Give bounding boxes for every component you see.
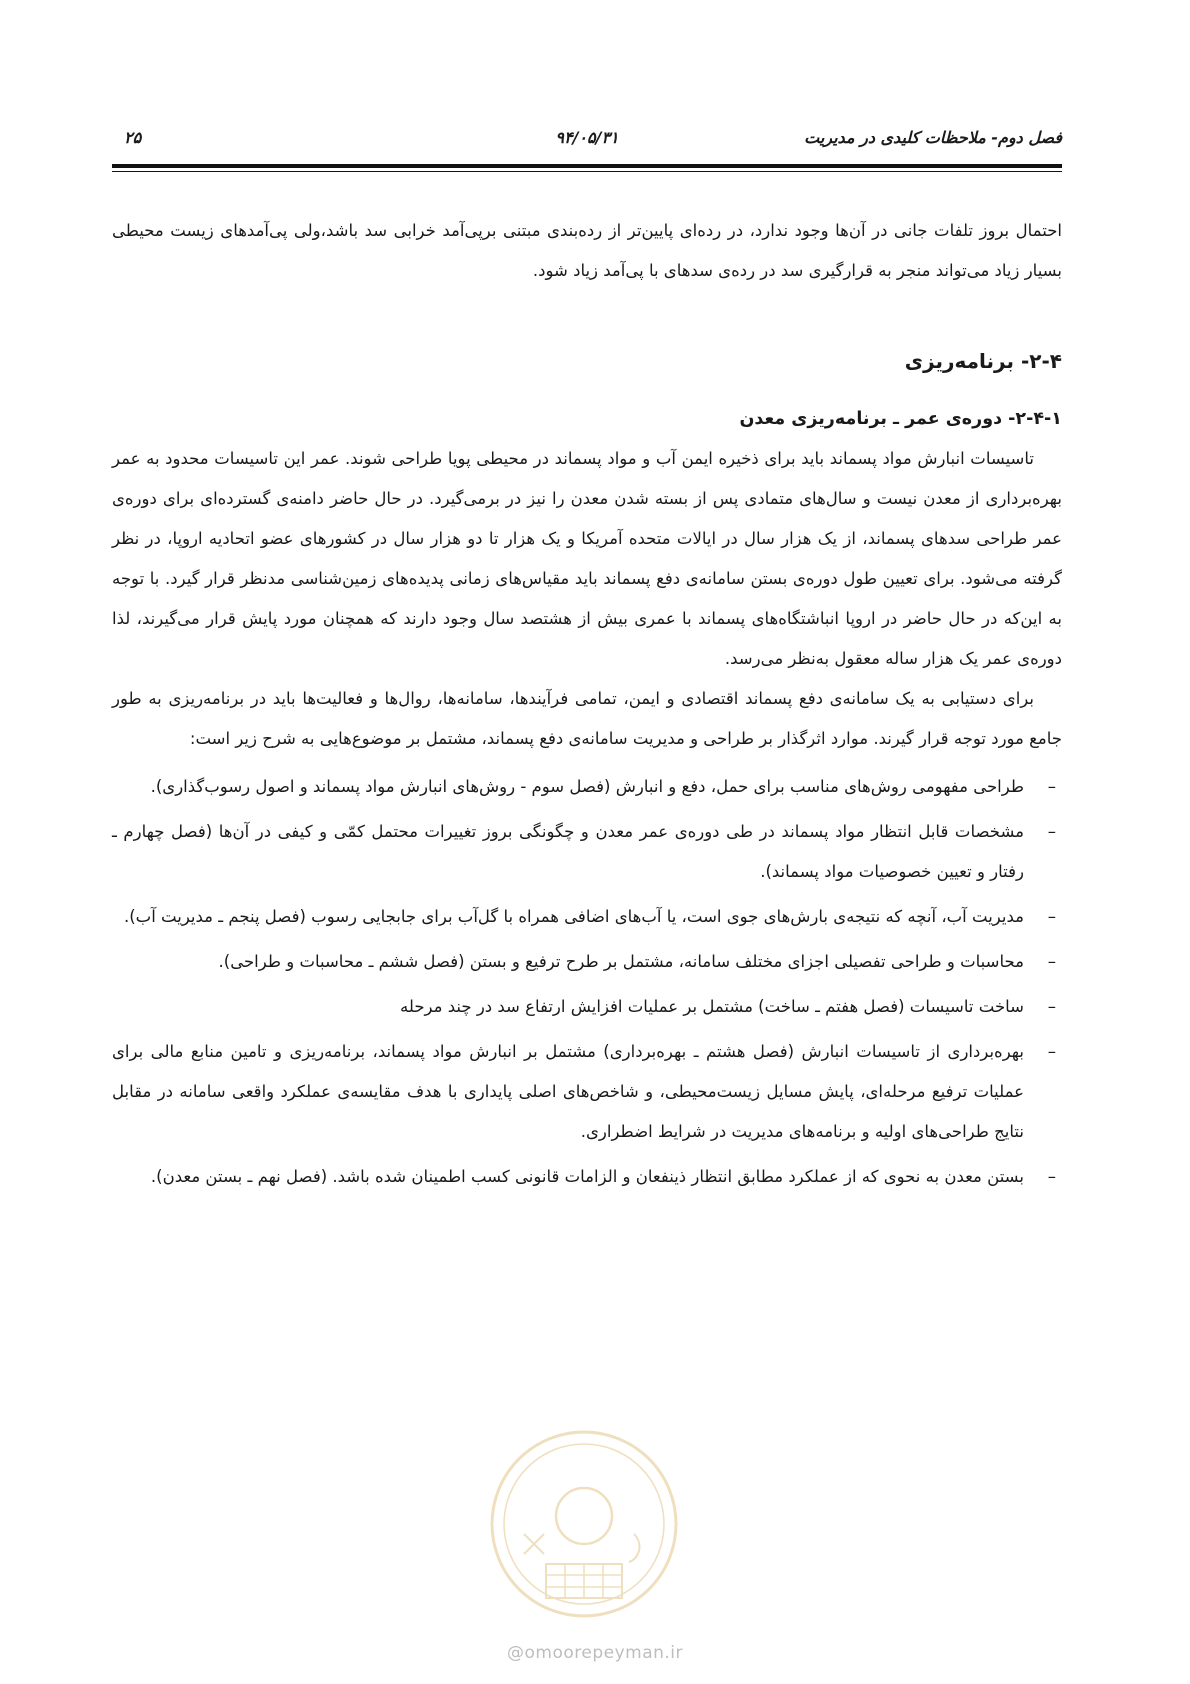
- site-url: omoorepeyman.ir: [524, 1643, 684, 1663]
- body-paragraph-1: تاسیسات انبارش مواد پسماند باید برای ذخیره ایمن آب و مواد پسماند در محیطی پویا طراحی شوند. عمر این تاسیسات محدود به عمر بهره‌برداری از معدن نیست و سال‌های متمادی پس از بسته شدن معدن را نیز در برمی‌گیرد. در حال حاضر دامنه‌ی گسترده‌ای برای دوره‌ی عمر طراحی سدهای پسماند، از یک هزار سال در ایالات متحده آمریکا و یک هزار تا دو هزار سال در کشورهای عضو اتحادیه اروپا، در نظر گرفته می‌شود. برای تعیین طول دوره‌ی بستن سامانه‌ی دفع پسماند باید مقیاس‌های زمانی پدیده‌های زمین‌شناسی مدنظر قرار گیرد. با توجه به این‌که در حال حاضر در اروپا انباشتگاه‌های پسماند با عمری بیش از هشتصد سال وجود دارند که همچنان مورد پایش قرار می‌گیرند، لذا دوره‌ی عمر یک هزار ساله معقول به‌نظر می‌رسد.: [112, 449, 1062, 668]
- list-item-text: محاسبات و طراحی تفصیلی اجزای مختلف سامانه، مشتمل بر طرح ترفیع و بستن (فصل ششم ـ محاسبات و طراحی).: [218, 952, 1024, 971]
- at-icon: @: [506, 1643, 525, 1663]
- bullet-dash: –: [1047, 1042, 1056, 1061]
- bullet-dash: –: [1047, 997, 1056, 1016]
- list-item: [112, 942, 1062, 982]
- header-rule-thick: [112, 164, 1062, 168]
- list-item-text: بهره‌برداری از تاسیسات انبارش (فصل هشتم ـ بهره‌برداری) مشتمل بر انبارش مواد پسماند، برنامه‌ریزی و تامین منابع مالی برای عملیات ترفیع مرحله‌ای، پایش مسایل زیست‌محیطی، و شاخص‌های اصلی پایداری با هدف مقایسه‌ی عملکرد واقعی سامانه در مقابل نتایج طراحی‌های اولیه و برنامه‌های مدیریت در شرایط اضطراری.: [112, 1042, 1024, 1141]
- list-item: [112, 897, 1062, 937]
- main-content: [112, 211, 1062, 1202]
- header-rule-thin: [112, 171, 1062, 172]
- topic-list: [112, 767, 1062, 1197]
- section-heading: ۲-۴- برنامه‌ریزی: [904, 349, 1062, 373]
- intro-paragraph: احتمال بروز تلفات جانی در آن‌ها وجود ندارد، در رده‌ای پایین‌تر از رده‌بندی مبتنی برپی‌آمد خرابی سد باشد،ولی پی‌آمدهای زیست محیطی بسیار زیاد می‌تواند منجر به قرارگیری سد در رده‌ی سدهای با پی‌آمد زیاد شود.: [112, 221, 1062, 280]
- subsection-heading: ۲-۴-۱- دوره‌ی عمر ـ برنامه‌ریزی معدن: [739, 409, 1062, 429]
- bullet-dash: –: [1047, 907, 1056, 926]
- header-date: ۹۴/۰۵/۳۱: [555, 128, 619, 147]
- list-item-text: بستن معدن به نحوی که از عملکرد مطابق انتظار ذینفعان و الزامات قانونی کسب اطمینان شده باشد. (فصل نهم ـ بستن معدن).: [150, 1167, 1024, 1186]
- list-item-text: ساخت تاسیسات (فصل هفتم ـ ساخت) مشتمل بر عملیات افزایش ارتفاع سد در چند مرحله: [400, 997, 1024, 1016]
- list-item-text: مشخصات قابل انتظار مواد پسماند در طی دوره‌ی عمر معدن و چگونگی بروز تغییرات محتمل کمّی و کیفی در آن‌ها (فصل چهارم ـ رفتار و تعیین خصوصیات مواد پسماند).: [112, 822, 1024, 881]
- bullet-dash: –: [1047, 952, 1056, 971]
- list-item: [112, 812, 1062, 892]
- body-paragraph-2: برای دستیابی به یک سامانه‌ی دفع پسماند اقتصادی و ایمن، تمامی فرآیندها، سامانه‌ها، روال‌ها و فعالیت‌ها باید در برنامه‌ریزی به طور جامع مورد توجه قرار گیرند. موارد اثرگذار بر طراحی و مدیریت سامانه‌ی دفع پسماند، مشتمل بر موضوع‌هایی به شرح زیر است:: [112, 689, 1062, 748]
- bullet-dash: –: [1047, 822, 1056, 841]
- chapter-title: فصل دوم- ملاحظات کلیدی در مدیریت: [804, 128, 1062, 147]
- list-item: [112, 1157, 1062, 1197]
- list-item: [112, 987, 1062, 1027]
- list-item-text: طراحی مفهومی روش‌های مناسب برای حمل، دفع و انبارش (فصل سوم - روش‌های انبارش مواد پسماند و اصول رسوب‌گذاری).: [150, 777, 1024, 796]
- watermark-seal-icon: [484, 1424, 684, 1624]
- list-item-text: مدیریت آب، آنچه که نتیجه‌ی بارش‌های جوی است، یا آب‌های اضافی همراه با گل‌آب برای جابجایی رسوب (فصل پنجم ـ مدیریت آب).: [123, 907, 1024, 926]
- bullet-dash: –: [1047, 777, 1056, 796]
- watermark-site-text: [0, 1643, 1190, 1663]
- page-number: ۲۵: [124, 128, 142, 147]
- bullet-dash: –: [1047, 1167, 1056, 1186]
- list-item: [112, 1032, 1062, 1152]
- page-header: [112, 128, 1062, 156]
- list-item: [112, 767, 1062, 807]
